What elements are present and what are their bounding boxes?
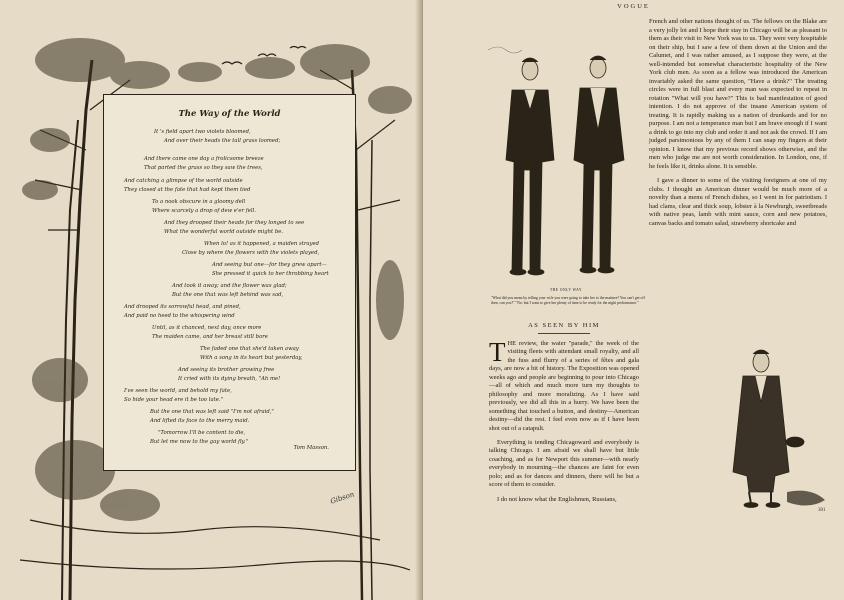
- paragraph: [489, 337, 639, 433]
- poem-line: And over their heads the tall grass loomed;: [164, 138, 281, 144]
- two-gentlemen-illustration: [478, 40, 643, 290]
- article-column-right: [649, 18, 827, 234]
- paragraph: I do not know what the Englishmen, Russians,: [497, 495, 617, 503]
- poem-line: It 's field apart two violets bloomed,: [154, 129, 251, 135]
- article-heading: AS SEEN BY HIM: [528, 322, 600, 329]
- poem-line: And they drooped their heads for they longed to see: [164, 220, 305, 226]
- gentleman-overcoat-illustration: [691, 342, 831, 512]
- paragraph-text: HE review, the water "parade," the week of the visiting fleets with attendant small royalty, and all the fuss and flurry of a series of fêtes and gala days, are now a bit of history. The Exposition was opened weeks ago and people are beginning to pour into Chicago—all of which and much more turn my thoughts to philosophy and more moralizing. As I have said previously, we did all this in a hurry. We have been the something that touched a button, and destiny—American destiny—did the rest. I feel even now as if I have been shot out of a catapult.: [489, 340, 639, 432]
- left-page: [0, 0, 421, 600]
- poem-line: She pressed it quick to her throbbing heart: [212, 271, 329, 277]
- poem-line: What the wonderful world outside might be.: [164, 229, 284, 235]
- poem-line: So hide your head ere it be too late.": [124, 397, 224, 403]
- page-number: 301: [818, 508, 826, 513]
- poem-line: And seeing its brother growing free: [178, 367, 275, 373]
- poem-line: It cried with its dying breath, "Ah me!: [178, 376, 281, 382]
- poem-line: But the one that was left behind was sad,: [172, 292, 284, 298]
- paragraph: French and other nations thought of us. The fellows on the Blake are a very jolly lot and I hope their stay in Chicago will be as pleasant to them as their visit to New York was to us. They were very hospitable on their ship, but I saw a few of them down at the Union and the Calumet, and I was rather amused, as I suppose they were, at the well-intended but somewhat characteristic hospitality of the New York club men. As soon as a fellow was introduced the American invariably asked the same question, "Have a drink?" The treating circles were in full blast and every man was expected to repeat in rotation "What will you have?" This is bad manifestation of good intention. I do not approve of the insane American system of treating. It is rapidly making us a nation of drunkards and for no purpose. I am not a temperance man but I am brave enough if I want a drink to go into my club and order it and not ask the crowd. If I am judged parsimonious by any of them I can snap my fingers at their opinion. I know that my previous record shows otherwise, and the men who judge me are not worth consideration. In London, one, if he feels like it, drinks alone. It is sensible.: [649, 18, 827, 170]
- artist-signature: Gibson: [329, 490, 356, 506]
- poem-line: Where scarcely a drop of dew e'er fell.: [152, 208, 256, 214]
- poem-line: Until, as it chanced, next day, once more: [152, 325, 262, 331]
- poem-line: I've seen the world, and behold my fate,: [124, 388, 232, 394]
- poem-line: The maiden came, and her breast still bore: [152, 334, 268, 340]
- illustration-caption-title: THE ONLY WAY: [549, 288, 583, 292]
- poem-author: Tom Masson.: [293, 445, 329, 451]
- poem-line: And there came one day a frolicsome breeze: [144, 156, 264, 162]
- poem-line: That parted the grass so they saw the trees,: [144, 165, 263, 171]
- poem-line: And catching a glimpse of the world outside: [124, 178, 243, 184]
- paragraph: Everything is tending Chicagoward and everybody is talking Chicago. I am afraid we shall have but little coaching, and as for Newport this summer—with nearly everybody in mourning—the chances are faint for even polo; and as for dances and dinners, there will be but a score of them to consider.: [489, 438, 639, 489]
- poem-title: The Way of the World: [178, 109, 281, 119]
- poem-line: Close by where the flowers with the violets played,: [182, 250, 320, 256]
- illustration-caption-text: "What did you mean by telling your wife you were going to take her to the matinee? You can't get off then, can you?" "No; but I want to give her plenty of time to be ready for the night performance.": [491, 296, 645, 305]
- poem-line: And lifted its face to the merry maid.: [150, 418, 250, 424]
- poem-line: But let me now to the gay world fly.": [150, 439, 248, 445]
- poem-line: With a song in its heart but yesterday,: [200, 355, 303, 361]
- poem-line: And paid no heed to the whispering wind: [124, 313, 235, 319]
- poem-line: They closed at the fate that had kept them tied: [124, 187, 251, 193]
- poem-line: And took it away; and the flower was glad;: [172, 283, 287, 289]
- running-head: VOGUE: [617, 3, 650, 10]
- drop-cap: T: [489, 337, 506, 367]
- poem-line: The faded one that she'd taken away: [200, 346, 299, 352]
- heading-rule: [538, 333, 590, 334]
- poem-line: And drooped its sorrowful head, and pined,: [124, 304, 241, 310]
- poem-line: "Tomorrow I'll be content to die,: [158, 430, 246, 436]
- poem-line: When lo! as it happened, a maiden strayed: [204, 241, 320, 247]
- paragraph: I gave a dinner to some of the visiting foreigners at one of my clubs. I thought an American dinner would be much more of a novelty than a menu of French dishes, so I went in for patriotism. I had clams, clear and thick soup, lobster à la Newburgh, sweetbreads with native peas, lamb with mint sauce, corn and new potatoes, canvas backs and tomato salad, strawberry shortcake and: [649, 177, 827, 227]
- poem-line: To a nook obscure in a gloomy dell: [152, 199, 246, 205]
- poem-frame: [103, 94, 356, 471]
- right-page: [423, 0, 844, 600]
- poem-line: And seeing but one—for they grew apart—: [212, 262, 327, 268]
- article-column-left: [489, 337, 639, 510]
- poem-line: But the one that was left said "I'm not afraid,": [150, 409, 274, 415]
